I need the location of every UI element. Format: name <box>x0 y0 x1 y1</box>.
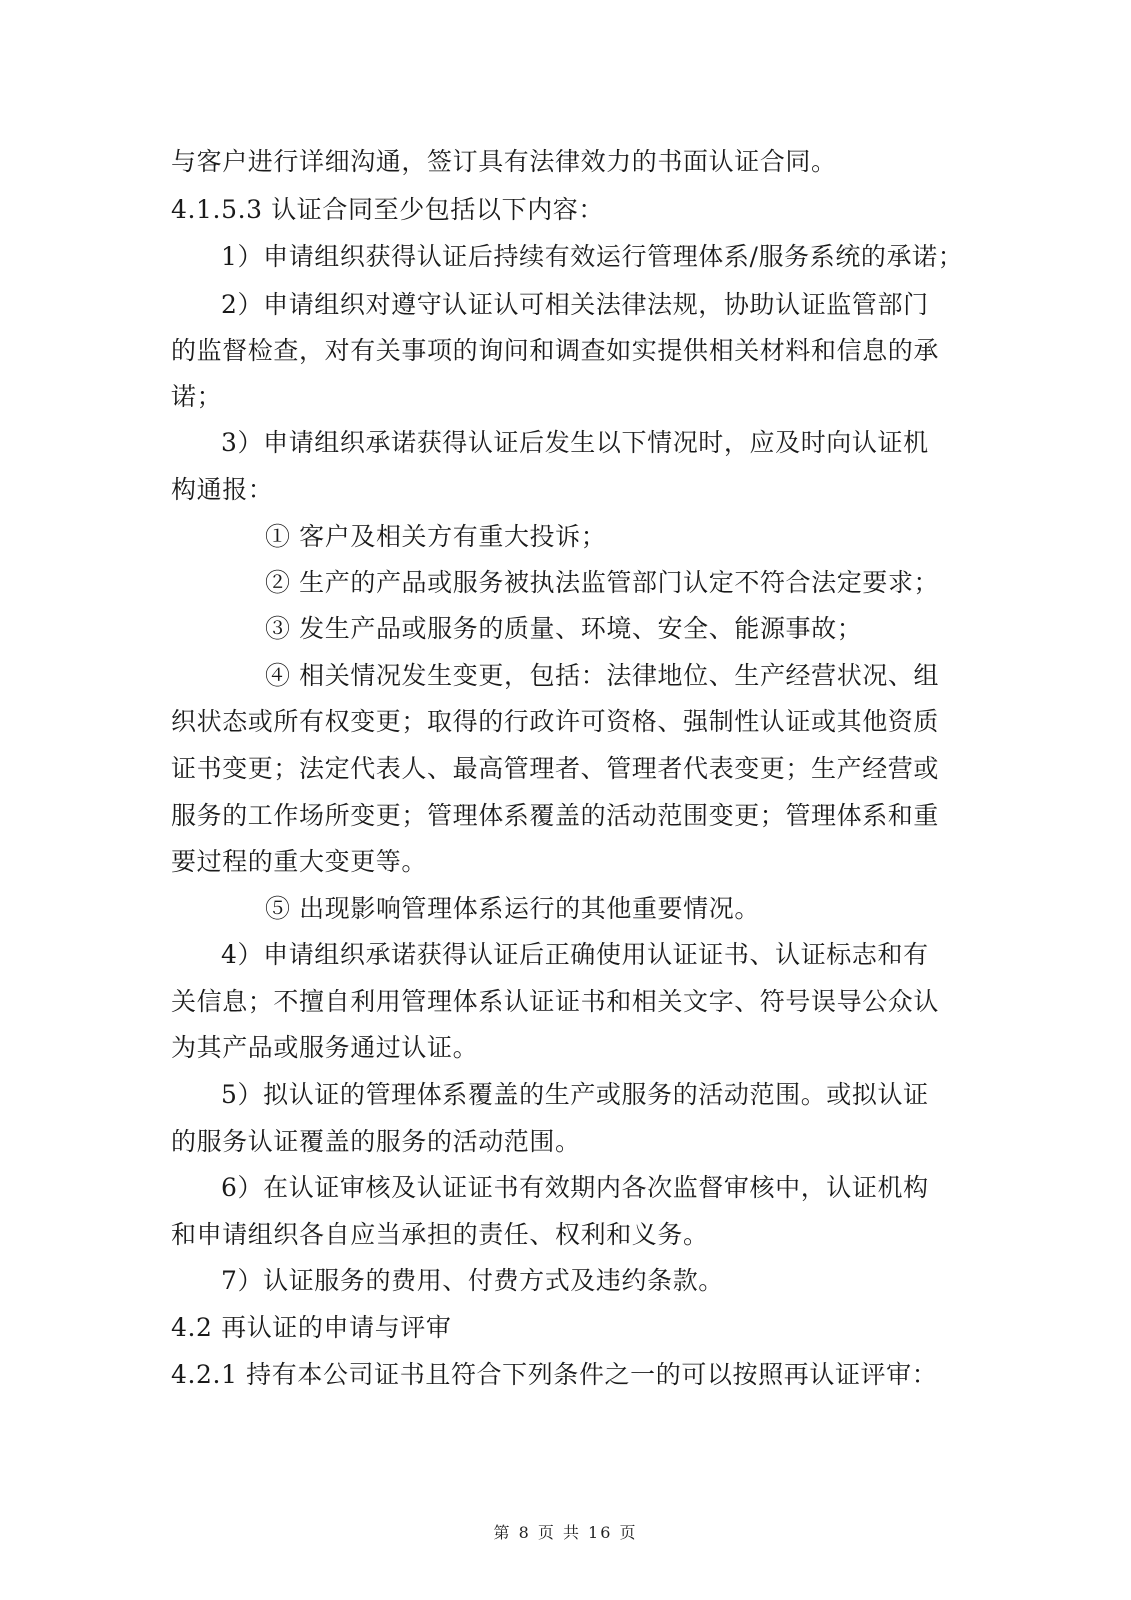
body-text-line: 证书变更；法定代表人、最高管理者、管理者代表变更；生产经营或 <box>171 754 940 783</box>
body-text-line: 的服务认证覆盖的服务的活动范围。 <box>171 1127 581 1156</box>
page-footer: 第 8 页 共 16 页 <box>493 1523 638 1542</box>
sub-item-3: ③ 发生产品或服务的质量、环境、安全、能源事故； <box>265 614 863 643</box>
list-item-4: 4）申请组织承诺获得认证后正确使用认证证书、认证标志和有 <box>221 940 929 969</box>
body-text-line: 诺； <box>171 382 223 411</box>
body-text-line: 的监督检查，对有关事项的询问和调查如实提供相关材料和信息的承 <box>171 336 940 365</box>
body-text-line: 和申请组织各自应当承担的责任、权利和义务。 <box>171 1220 709 1249</box>
list-item-6: 6）在认证审核及认证证书有效期内各次监督审核中，认证机构 <box>221 1173 929 1202</box>
sub-item-1: ① 客户及相关方有重大投诉； <box>265 522 607 551</box>
section-heading-4-2-1: 4.2.1 持有本公司证书且符合下列条件之一的可以按照再认证评审： <box>171 1360 938 1389</box>
list-item-3: 3）申请组织承诺获得认证后发生以下情况时，应及时向认证机 <box>221 428 929 457</box>
list-item-7: 7）认证服务的费用、付费方式及违约条款。 <box>221 1266 724 1295</box>
body-text-line: 织状态或所有权变更；取得的行政许可资格、强制性认证或其他资质 <box>171 707 940 736</box>
body-text-line: 关信息；不擅自利用管理体系认证证书和相关文字、符号误导公众认 <box>171 987 940 1016</box>
sub-item-2: ② 生产的产品或服务被执法监管部门认定不符合法定要求； <box>265 568 940 597</box>
list-item-1: 1）申请组织获得认证后持续有效运行管理体系/服务系统的承诺； <box>221 242 964 271</box>
body-text-line: 构通报： <box>171 475 274 504</box>
list-item-2: 2）申请组织对遵守认证认可相关法律法规，协助认证监管部门 <box>221 290 929 319</box>
sub-item-4: ④ 相关情况发生变更，包括：法律地位、生产经营状况、组 <box>265 661 940 690</box>
list-item-5: 5）拟认证的管理体系覆盖的生产或服务的活动范围。或拟认证 <box>221 1080 929 1109</box>
body-text-line: 与客户进行详细沟通，签订具有法律效力的书面认证合同。 <box>171 147 837 176</box>
body-text-line: 服务的工作场所变更；管理体系覆盖的活动范围变更；管理体系和重 <box>171 801 940 830</box>
sub-item-5: ⑤ 出现影响管理体系运行的其他重要情况。 <box>265 894 760 923</box>
body-text-line: 要过程的重大变更等。 <box>171 847 428 876</box>
body-text-line: 为其产品或服务通过认证。 <box>171 1033 479 1062</box>
section-heading-4-2: 4.2 再认证的申请与评审 <box>171 1313 452 1342</box>
section-heading-4-1-5-3: 4.1.5.3 认证合同至少包括以下内容： <box>171 195 605 224</box>
